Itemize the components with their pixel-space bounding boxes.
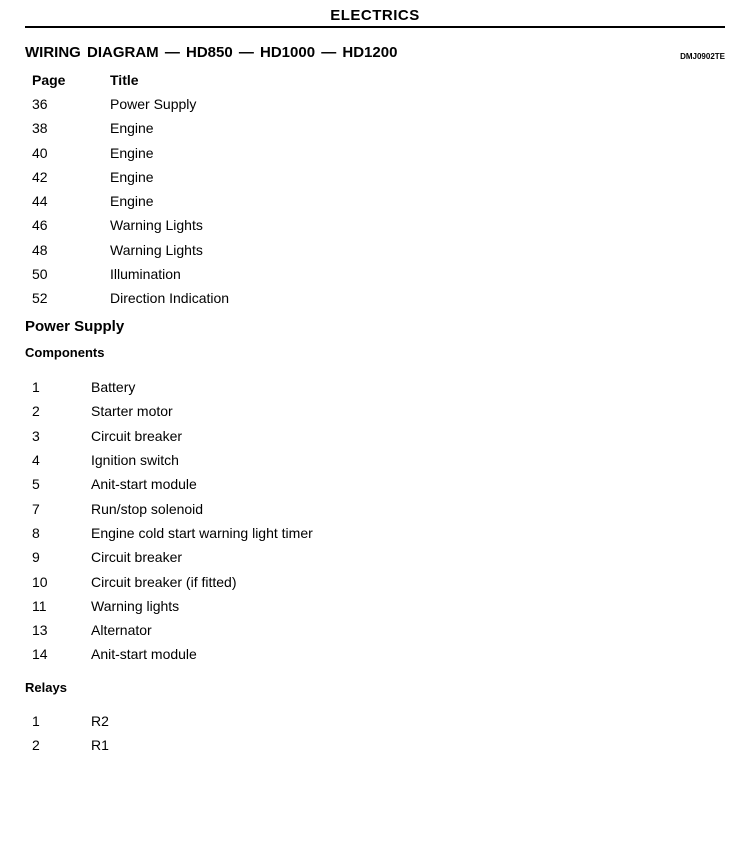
component-name: Warning lights [91,597,180,614]
index-row [32,141,229,165]
page-header [25,6,725,28]
component-row [32,472,313,496]
index-page-title: Power Supply [110,96,197,113]
component-name: Anit-start module [91,476,197,493]
component-row [32,496,313,520]
index-row [32,116,229,140]
index-page-title: Illumination [110,265,181,282]
index-row [32,286,229,310]
index-page-title: Engine [110,144,154,161]
index-header-page: Page [32,72,66,88]
page-header-title: ELECTRICS [330,7,420,24]
component-name: Anit-start module [91,646,197,663]
index-page-number: 52 [32,290,48,307]
component-number: 1 [32,379,40,396]
sub-heading-components: Components [25,345,105,360]
relay-number: 2 [32,737,40,754]
page-index-table [32,68,229,310]
component-name: Circuit breaker (if fitted) [91,573,237,590]
index-page-number: 38 [32,120,48,137]
component-row [32,545,313,569]
component-number: 8 [32,524,40,541]
component-number: 10 [32,573,48,590]
index-page-title: Engine [110,193,154,210]
index-page-number: 46 [32,217,48,234]
component-name: Battery [91,379,136,396]
relay-name: R2 [91,713,109,730]
component-row [32,399,313,423]
index-page-number: 36 [32,96,48,113]
index-page-number: 40 [32,144,48,161]
index-row [32,262,229,286]
component-name: Engine cold start warning light timer [91,524,313,541]
components-table [32,375,313,667]
index-row [32,238,229,262]
component-number: 11 [32,597,47,614]
relays-table [32,709,109,758]
index-page-number: 50 [32,265,48,282]
component-number: 2 [32,403,40,420]
component-row [32,424,313,448]
index-page-title: Direction Indication [110,290,230,307]
component-number: 4 [32,452,40,469]
component-row [32,569,313,593]
component-row [32,521,313,545]
index-row [32,92,229,116]
section-heading-power-supply: Power Supply [25,318,125,335]
component-row [32,375,313,399]
component-name: Circuit breaker [91,549,183,566]
component-row [32,594,313,618]
component-number: 14 [32,646,48,663]
index-page-title: Engine [110,120,154,137]
diagram-title: WIRING DIAGRAM — HD850 — HD1000 — HD1200 [25,44,398,61]
component-row [32,448,313,472]
component-number: 5 [32,476,40,493]
relay-row [32,709,109,733]
component-name: Circuit breaker [91,427,183,444]
component-name: Alternator [91,622,152,639]
index-row [32,213,229,237]
index-page-title: Engine [110,168,154,185]
index-page-title: Warning Lights [110,241,203,258]
index-page-title: Warning Lights [110,217,203,234]
component-number: 9 [32,549,40,566]
index-page-number: 48 [32,241,48,258]
relay-row [32,733,109,757]
component-name: Ignition switch [91,452,179,469]
index-page-number: 44 [32,193,48,210]
component-name: Starter motor [91,403,173,420]
component-row [32,618,313,642]
index-header-title: Title [110,72,139,88]
component-number: 7 [32,500,40,517]
document-code: DMJ0902TE [680,52,725,61]
component-number: 3 [32,427,40,444]
index-row [32,165,229,189]
index-header-row [32,68,229,92]
sub-heading-relays: Relays [25,680,67,695]
component-name: Run/stop solenoid [91,500,204,517]
component-number: 13 [32,622,48,639]
index-page-number: 42 [32,168,48,185]
index-row [32,189,229,213]
relay-number: 1 [32,713,40,730]
relay-name: R1 [91,737,109,754]
component-row [32,642,313,666]
